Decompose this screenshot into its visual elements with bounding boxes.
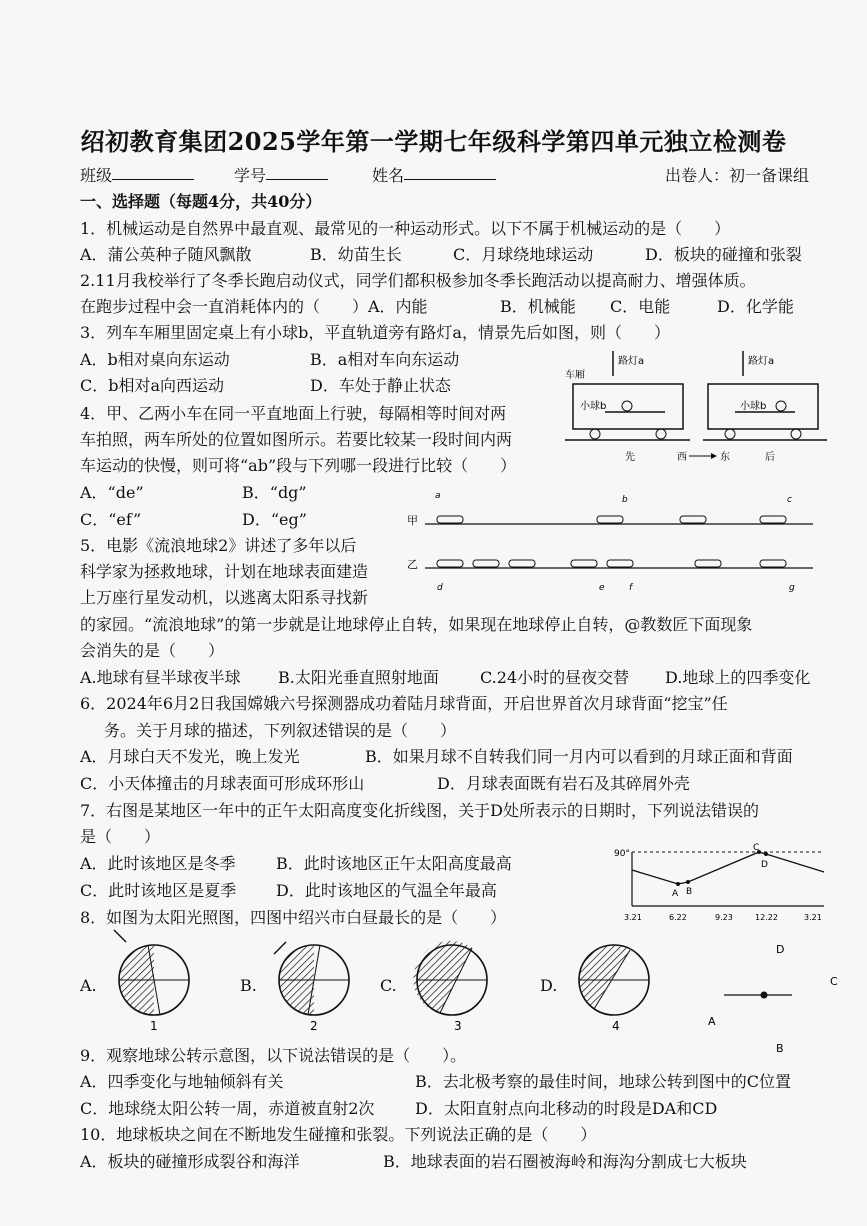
orbit-label-c: C [830, 975, 838, 988]
q8-stem: 8．如图为太阳光照图，四图中绍兴市白昼最长的是（ ） [80, 908, 507, 927]
point-b: b [622, 495, 628, 505]
q9-option-b: B．去北极考察的最佳时间，地球公转到图中的C位置 [415, 1072, 792, 1091]
ball-label-right: 小球b [740, 401, 767, 412]
exam-title: 绍初教育集团2025学年第一学期七年级科学第四单元独立检测卷 [80, 127, 787, 156]
author-text: 出卷人：初一备课组 [665, 166, 810, 185]
ball-left [622, 401, 632, 411]
section-title: 一、选择题（每题4分，共40分） [80, 192, 322, 211]
q4-stem-line2: 车拍照，两车所处的位置如图所示。若要比较某一段时间内两 [80, 430, 513, 449]
q2-option-b: B．机械能 [500, 297, 576, 316]
globe-1-diagram [112, 938, 196, 1034]
q5-stem-line2: 科学家为拯救地球，计划在地球表面建造 [80, 562, 369, 581]
q9-option-d: D．太阳直射点向北移动的时段是DA和CD [415, 1099, 718, 1118]
label-a: A [672, 889, 679, 899]
car-icon [571, 560, 597, 567]
ball-right [776, 401, 786, 411]
q4-option-d: D．“eg” [242, 510, 307, 529]
point-e: e [599, 583, 605, 593]
number-field: 学号 [234, 163, 266, 186]
q8-option-a-label: A. [80, 976, 97, 995]
altitude-line [632, 852, 824, 884]
car-icon [680, 516, 706, 523]
q3-stem: 3．列车车厢里固定桌上有小球b，平直轨道旁有路灯a，情景先后如图，则（ ） [80, 323, 670, 342]
wheel-icon [725, 429, 735, 439]
globe-3-diagram [410, 938, 494, 1034]
sun-icon [761, 992, 768, 999]
ball-label-left: 小球b [580, 401, 607, 412]
q7-stem-line2: 是（ ） [80, 827, 161, 846]
q6-option-b: B．如果月球不自转我们同一月内可以看到的月球正面和背面 [365, 747, 793, 766]
q2-stem-line1: 2.11月我校举行了冬季长跑启动仪式，同学们都积极参加冬季长跑活动以提高耐力、增强体质。 [80, 271, 756, 290]
q3-option-d: D．车处于静止状态 [310, 376, 451, 395]
orbit-label-b: B [776, 1042, 784, 1055]
q4-option-c: C．“ef” [80, 510, 142, 529]
globe-4-diagram [572, 938, 656, 1034]
orbit-label-d: D [776, 943, 785, 956]
q5-stem-line1: 5．电影《流浪地球2》讲述了多年以后 [80, 536, 357, 555]
q2-option-c: C．电能 [610, 297, 671, 316]
q5-stem-line4: 的家园。“流浪地球”的第一步就是让地球停止自转，如果现在地球停止自转，@教数匠下面现象 [80, 615, 753, 634]
q4-option-a: A．“de” [80, 483, 144, 502]
orbit-label-a: A [708, 1015, 716, 1028]
q4-stem-line1: 4．甲、乙两小车在同一平直地面上行驶，每隔相等时间对两 [80, 404, 507, 423]
car-icon [695, 560, 721, 567]
globe-2-label: 2 [310, 1019, 318, 1033]
label-b: B [686, 887, 693, 897]
q1-option-c: C．月球绕地球运动 [453, 245, 594, 264]
point-a: a [435, 491, 441, 501]
car-icon [760, 516, 786, 523]
arrow-icon [114, 930, 126, 942]
q2-option-d: D．化学能 [717, 297, 794, 316]
car-icon [473, 560, 499, 567]
car-icon [760, 560, 786, 567]
point-a-marker [676, 882, 680, 886]
q3-option-b: B．a相对车向东运动 [310, 350, 460, 369]
point-g: g [789, 583, 795, 593]
q5-stem-line5: 会消失的是（ ） [80, 641, 225, 660]
q3-option-a: A．b相对桌向东运动 [80, 350, 230, 369]
q4-stem-line3: 车运动的快慢，则可将“ab”段与下列哪一段进行比较（ ） [80, 456, 517, 475]
q9-option-c: C．地球绕太阳公转一周，赤道被直射2次 [80, 1099, 375, 1118]
wheel-icon [656, 429, 666, 439]
q5-option-c: C.24小时的昼夜交替 [480, 668, 630, 687]
point-b-marker [686, 880, 690, 884]
globe-2-diagram [272, 938, 356, 1034]
q3-option-c: C．b相对a向西运动 [80, 376, 225, 395]
q6-option-c: C．小天体撞击的月球表面可形成环形山 [80, 774, 365, 793]
point-d-marker [764, 852, 768, 856]
q1-stem: 1．机械运动是自然界中最直观、最常见的一种运动形式。以下不属于机械运动的是（ ） [80, 219, 731, 238]
cars-figure [405, 488, 815, 593]
q6-option-d: D．月球表面既有岩石及其碎屑外壳 [437, 774, 690, 793]
q7-stem-line1: 7．右图是某地区一年中的正午太阳高度变化折线图，关于D处所表示的日期时，下列说法错误的 [80, 801, 760, 820]
globe-1-label: 1 [150, 1019, 158, 1033]
q2-stem-line2: 在跑步过程中会一直消耗体内的（ ）A．内能 [80, 297, 428, 316]
q8-option-b-label: B. [240, 976, 257, 995]
car-label: 车厢 [565, 370, 585, 381]
q5-option-b: B.太阳光垂直照射地面 [278, 668, 439, 687]
car-icon [597, 516, 623, 523]
east-label: 东 [720, 452, 730, 463]
q10-option-b: B．地球表面的岩石圈被海岭和海沟分割成七大板块 [383, 1152, 747, 1171]
q1-option-b: B．幼苗生长 [310, 245, 402, 264]
night-side [413, 941, 472, 1013]
q6-option-a: A．月球白天不发光，晚上发光 [80, 747, 300, 766]
row-yi-label: 乙 [407, 558, 418, 571]
label-d: D [761, 860, 768, 870]
q10-option-a: A．板块的碰撞形成裂谷和海洋 [80, 1152, 300, 1171]
q8-option-c-label: C. [380, 976, 397, 995]
night-side [579, 945, 630, 1009]
q9-option-a: A．四季变化与地轴倾斜有关 [80, 1072, 284, 1091]
q9-stem: 9．观察地球公转示意图，以下说法错误的是（ ）。 [80, 1046, 467, 1065]
name-field: 姓名 [372, 163, 404, 186]
lamp-label-left: 路灯a [618, 356, 645, 367]
point-f: f [629, 583, 633, 593]
class-field: 班级 [80, 163, 112, 186]
x-tick-3: 9.23 [715, 913, 733, 922]
arrow-head-icon [711, 453, 717, 459]
arrow-icon [274, 942, 286, 954]
q10-stem: 10．地球板块之间在不断地发生碰撞和张裂。下列说法正确的是（ ） [80, 1125, 597, 1144]
after-label: 后 [765, 452, 775, 463]
before-label: 先 [625, 452, 635, 463]
sun-altitude-chart [612, 842, 832, 926]
label-c: C [753, 843, 760, 853]
car-icon [509, 560, 535, 567]
x-tick-1: 3.21 [624, 913, 642, 922]
q4-option-b: B．“dg” [242, 483, 307, 502]
lamp-label-right: 路灯a [748, 356, 775, 367]
q7-option-a: A．此时该地区是冬季 [80, 854, 236, 873]
car-icon [607, 560, 633, 567]
class-blank[interactable] [112, 163, 194, 180]
west-label: 西 [677, 452, 687, 463]
row-jia-label: 甲 [407, 514, 418, 527]
q8-option-d-label: D. [540, 976, 558, 995]
x-tick-4: 12.22 [755, 913, 778, 922]
orbit-diagram [700, 935, 850, 1060]
globe-4-label: 4 [612, 1019, 620, 1033]
x-tick-2: 6.22 [669, 913, 687, 922]
wheel-icon [590, 429, 600, 439]
globe-3-label: 3 [454, 1019, 462, 1033]
q7-option-c: C．此时该地区是夏季 [80, 881, 237, 900]
q7-option-d: D．此时该地区的气温全年最高 [276, 881, 497, 900]
train-figure [565, 346, 830, 466]
point-c: c [787, 495, 792, 505]
q7-option-b: B．此时该地区正午太阳高度最高 [276, 854, 512, 873]
wheel-icon [791, 429, 801, 439]
student-info-row [80, 163, 825, 187]
q6-stem-line2: 务。关于月球的描述，下列叙述错误的是（ ） [104, 721, 457, 740]
q5-option-d: D.地球上的四季变化 [665, 668, 811, 687]
q6-stem-line1: 6．2024年6月2日我国嫦娥六号探测器成功着陆月球背面，开启世界首次月球背面“挖宝”任 [80, 694, 728, 713]
x-tick-5: 3.21 [804, 913, 822, 922]
car-icon [437, 560, 463, 567]
y-tick-90: 90° [614, 849, 630, 859]
number-blank[interactable] [266, 163, 328, 180]
q5-stem-line3: 上万座行星发动机，以逃离太阳系寻找新 [80, 588, 369, 607]
q5-option-a: A.地球有昼半球夜半球 [80, 668, 241, 687]
q1-option-d: D．板块的碰撞和张裂 [645, 245, 802, 264]
car-icon [437, 516, 463, 523]
name-blank[interactable] [404, 163, 496, 180]
point-d: d [437, 583, 443, 593]
q1-option-a: A．蒲公英种子随风飘散 [80, 245, 252, 264]
